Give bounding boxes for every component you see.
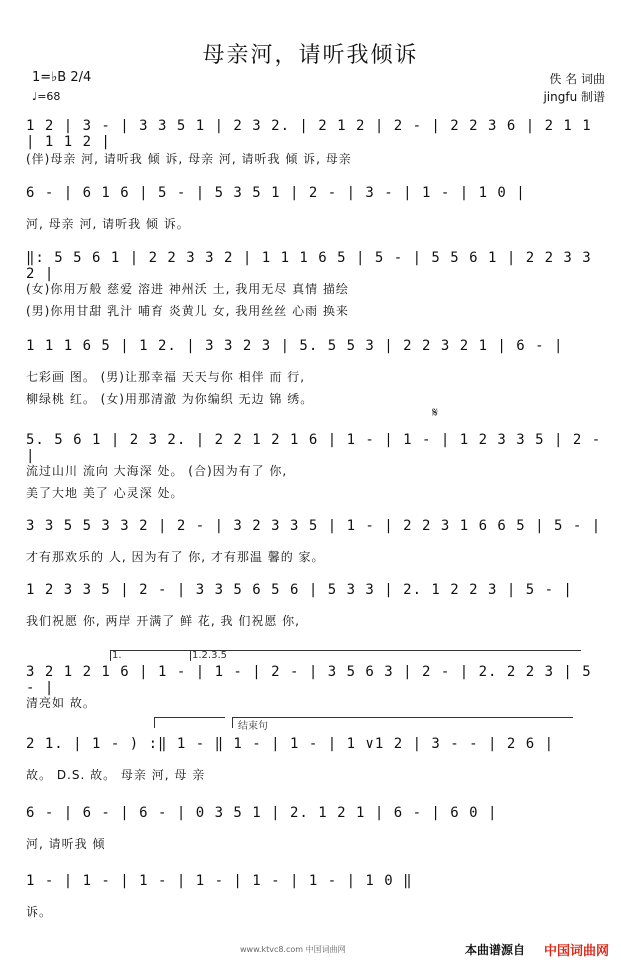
volta-bracket-1 <box>110 650 581 661</box>
segno-mark: 𝄋 <box>432 405 439 421</box>
tempo-marking: ♩=68 <box>32 90 61 103</box>
note-line: 1 2 3 3 5 | 2 - | 3 3 5 6 5 6 | 5 3 3 | 2. 1 2 2 3 | 5 - | <box>26 582 573 598</box>
lyric-line: (伴)母亲 河, 请听我 倾 诉, 母亲 河, 请听我 倾 诉, 母亲 <box>26 152 352 166</box>
credit-lyrics-music: 佚 名 词曲 <box>549 72 605 86</box>
lyric-line: (女)你用万般 慈爱 溶进 神州沃 土, 我用无尽 真情 描绘 <box>26 282 349 296</box>
lyric-line: 清亮如 故。 <box>26 696 96 710</box>
note-line: 1 - | 1 - | 1 - | 1 - | 1 - | 1 - | 1 0 ‖ <box>26 873 413 889</box>
lyric-line: 柳绿桃 红。 (女)用那清澈 为你编织 无边 锦 绣。 <box>26 392 314 406</box>
lyric-line: (男)你用甘甜 乳汁 哺育 炎黄儿 女, 我用丝丝 心雨 换来 <box>26 304 349 318</box>
note-line: 5. 5 6 1 | 2 3 2. | 2 2 1 2 1 6 | 1 - | 1 - | 1 2 3 3 5 | 2 - | <box>26 432 602 464</box>
lyric-line: 故。 D.S. 故。 母亲 河, 母 亲 <box>26 768 206 782</box>
lyric-line: 我们祝愿 你, 两岸 开满了 鲜 花, 我 们祝愿 你, <box>26 614 300 628</box>
lyric-line: 流过山川 流向 大海深 处。 (合)因为有了 你, <box>26 464 288 478</box>
credit-arranger: jingfu 制谱 <box>543 90 605 104</box>
volta-1-label: 1. <box>112 650 122 661</box>
ending-label: 结束句 <box>238 721 268 732</box>
note-line: 6 - | 6 - | 6 - | 0 3 5 1 | 2. 1 2 1 | 6 - | 6 0 | <box>26 805 498 821</box>
ending-bracket <box>232 717 573 728</box>
note-line: 1 2 | 3 - | 3 3 5 1 | 2 3 2. | 2 1 2 | 2 - | 2 2 3 6 | 2 1 1 | 1 1 2 | <box>26 118 592 150</box>
lyric-line: 河, 请听我 倾 <box>26 837 106 851</box>
footer-url[interactable]: www.ktvc8.com 中国词曲网 <box>240 945 346 954</box>
lyric-line: 河, 母亲 河, 请听我 倾 诉。 <box>26 217 190 231</box>
footer-source-label: 本曲谱源自 <box>464 943 525 957</box>
note-line: 3 2 1 2 1 6 | 1 - | 1 - | 2 - | 3 5 6 3 | 2 - | 2. 2 2 3 | 5 - | <box>26 664 592 696</box>
lyric-line: 诉。 <box>26 905 53 919</box>
volta-bracket-3 <box>154 717 225 728</box>
note-line: 3 3 5 5 3 3 2 | 2 - | 3 2 3 3 5 | 1 - | 2 2 3 1 6 6 5 | 5 - | <box>26 518 602 534</box>
note-line: 6 - | 6 1 6 | 5 - | 5 3 5 1 | 2 - | 3 - | 1 - | 1 0 | <box>26 185 526 201</box>
lyric-line: 才有那欢乐的 人, 因为有了 你, 才有那温 馨的 家。 <box>26 550 325 564</box>
page-title: 母亲河，请听我倾诉 <box>202 43 419 68</box>
note-line: 2 1. | 1 - ) :‖ 1 - ‖ 1 - | 1 - | 1 ∨1 2 | 3 - - | 2 6 | <box>26 736 555 752</box>
volta-2-label: 1.2.3.5 <box>192 650 227 661</box>
lyric-line: 美了大地 美了 心灵深 处。 <box>26 486 184 500</box>
key-signature: 1=♭B 2/4 <box>32 70 92 85</box>
lyric-line: 七彩画 图。 (男)让那幸福 天天与你 相伴 而 行, <box>26 370 306 384</box>
note-line: 1 1 1 6 5 | 1 2. | 3 3 2 3 | 5. 5 5 3 | 2 2 3 2 1 | 6 - | <box>26 338 564 354</box>
footer-brand-logo[interactable]: 中国词曲网 <box>543 944 609 959</box>
note-line: ‖: 5 5 6 1 | 2 2 3 3 2 | 1 1 1 6 5 | 5 - | 5 5 6 1 | 2 2 3 3 2 | <box>26 250 592 282</box>
